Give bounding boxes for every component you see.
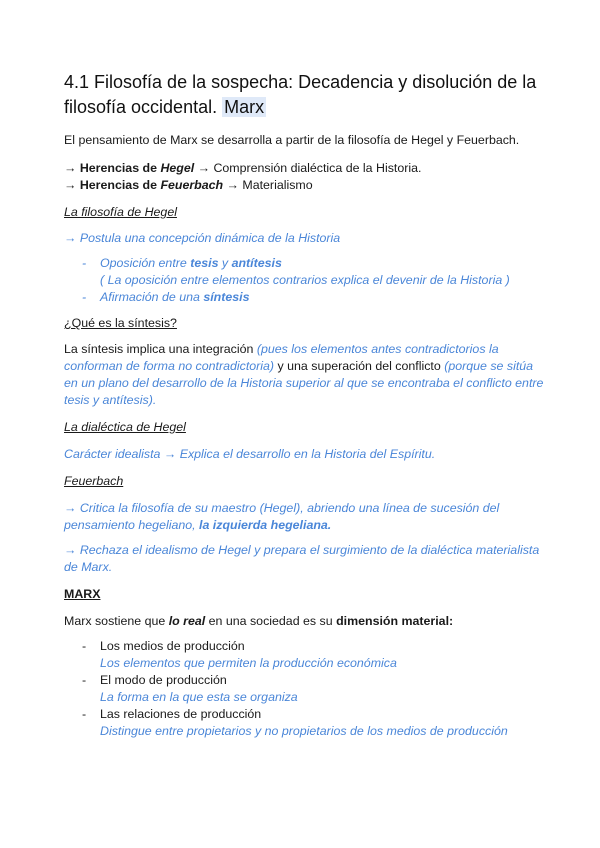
herencia-feuerbach [64,177,544,194]
para-bold: dimensión material: [336,614,454,628]
intro-paragraph: El pensamiento de Marx se desarrolla a partir de la filosofía de Hegel y Feuerbach. [64,133,520,147]
list-item [64,672,544,706]
arrow: → [64,543,80,557]
para-bold-italic: lo real [168,614,206,628]
herencia-label: Herencias de [79,178,161,192]
section-heading-hegel: La filosofía de Hegel [64,205,177,219]
dash-bullet: - [82,256,87,270]
para-text: y una superación del conflicto [274,359,445,373]
dialectica-text: Carácter idealista → Explica el desarrollo en la Historia del Espíritu. [64,447,436,461]
para-bold: la izquierda hegeliana. [199,518,332,532]
feuerbach-critica [64,500,544,534]
para-note: (pues los elementos antes contradictorios la conforman de forma no contradictoria) [64,342,499,373]
herencia-name: Hegel [160,161,195,175]
arrow: → [223,178,243,192]
para-text: en una sociedad es su [205,614,337,628]
item-desc: Distingue entre propietarios y no propietarios de los medios de producción [100,724,508,738]
item-label: El modo de producción [100,673,227,687]
arrow: → [64,178,80,192]
item-desc: La forma en la que esta se organiza [100,690,298,704]
item-label: Los medios de producción [100,639,245,653]
item-text: Oposición entre [100,256,191,270]
section-heading-sintesis: ¿Qué es la síntesis? [64,316,177,330]
list-item [64,706,544,740]
document-page [64,70,544,740]
marx-statement [64,613,544,630]
section-heading-feuerbach: Feuerbach [64,474,124,488]
item-text: Afirmación de una [100,290,204,304]
hegel-list [64,255,544,306]
item-subtext: ( La oposición entre elementos contrarios explica el devenir de la Historia ) [100,273,510,287]
herencia-label: Herencias de [79,161,161,175]
feuerbach-rechaza [64,542,544,576]
dash-bullet: - [82,673,87,687]
dash-bullet: - [82,290,87,304]
herencia-value: Comprensión dialéctica de la Historia. [213,161,422,175]
herencia-value: Materialismo [242,178,313,192]
list-item [64,638,544,672]
item-text: y [218,256,232,270]
arrow: → [194,161,214,175]
dash-bullet: - [82,639,87,653]
arrow: → [64,501,80,515]
sintesis-paragraph [64,341,544,409]
list-item [64,289,544,306]
section-heading-marx: MARX [64,587,101,601]
para-text: Marx sostiene que [64,614,169,628]
marx-list [64,638,544,740]
item-label: Las relaciones de producción [100,707,262,721]
section-heading-dialectica: La dialéctica de Hegel [64,420,186,434]
para-text: Rechaza el idealismo de Hegel y prepara el surgimiento de la dialéctica materialista de Marx. [64,543,540,574]
para-note: (porque se sitúa en un plano del desarrollo de la Historia superior al que se encontraba el conflicto entre tesis y antítesis). [64,359,544,407]
item-bold: síntesis [203,290,250,304]
item-bold: tesis [190,256,219,270]
herencia-name: Feuerbach [160,178,224,192]
dash-bullet: - [82,707,87,721]
hegel-postula: → Postula una concepción dinámica de la Historia [64,231,341,245]
para-text: Critica la filosofía de su maestro (Hegel), abriendo una línea de sucesión del pensamiento hegeliano, [64,501,500,532]
para-text: La síntesis implica una integración [64,342,257,356]
title-text: 4.1 Filosofía de la sospecha: Decadencia y disolución de la filosofía occidental. [64,72,537,117]
page-title [64,70,544,120]
herencia-hegel [64,160,544,177]
list-item [64,255,544,289]
arrow: → [64,161,80,175]
item-bold: antítesis [231,256,282,270]
item-desc: Los elementos que permiten la producción económica [100,656,397,670]
title-highlight: Marx [224,97,265,117]
